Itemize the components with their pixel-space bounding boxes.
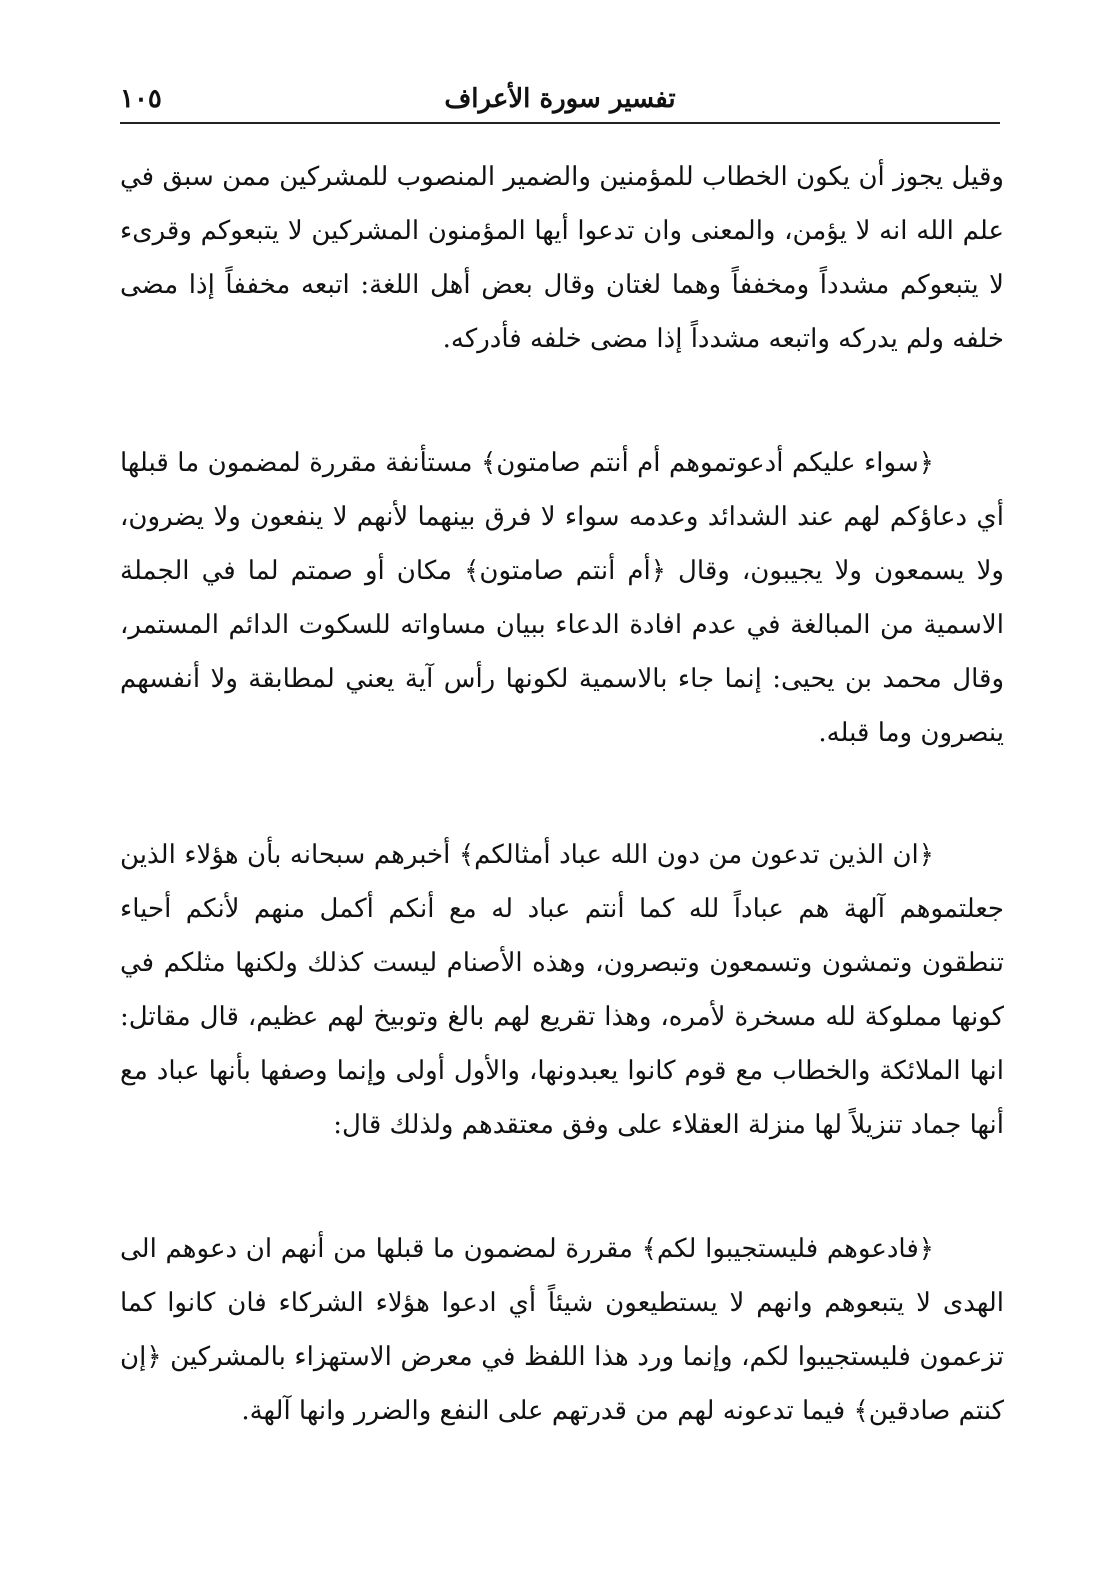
body-text (120, 150, 1004, 1438)
page-header (120, 78, 1000, 124)
paragraph-2: ﴿سواء عليكم أدعوتموهم أم أنتم صامتون﴾ مستأنفة مقررة لمضمون ما قبلها أي دعاؤكم لهم عند الشدائد وعدمه سواء لا فرق بينهما لأنهم لا ينفعون ولا يضرون، ولا يسمعون ولا يجيبون، وقال ﴿أم أنتم صامتون﴾ مكان أو صمتم لما في الجملة الاسمية من المبالغة في عدم افادة الدعاء ببيان مساواته للسكوت الدائم المستمر، وقال محمد بن يحيى: إنما جاء بالاسمية لكونها رأس آية يعني لمطابقة ولا أنفسهم ينصرون وما قبله. (120, 448, 1004, 748)
paragraph-1: وقيل يجوز أن يكون الخطاب للمؤمنين والضمير المنصوب للمشركين ممن سبق في علم الله انه لا يؤمن، والمعنى وان تدعوا أيها المؤمنون المشركين لا يتبعوكم وقرىء لا يتبعوكم مشدداً ومخففاً وهما لغتان وقال بعض أهل اللغة: اتبعه مخففاً إذا مضى خلفه ولم يدركه واتبعه مشدداً إذا مضى خلفه فأدركه. (120, 162, 1004, 354)
paragraph-4: ﴿فادعوهم فليستجيبوا لكم﴾ مقررة لمضمون ما قبلها من أنهم ان دعوهم الى الهدى لا يتبعوهم وانهم لا يستطيعون شيئاً أي ادعوا هؤلاء الشركاء فان كانوا كما تزعمون فليستجيبوا لكم، وإنما ورد هذا اللفظ في معرض الاستهزاء بالمشركين ﴿إن كنتم صادقين﴾ فيما تدعونه لهم من قدرتهم على النفع والضرر وانها آلهة. (120, 1234, 1004, 1426)
header-divider (120, 122, 1000, 124)
paragraph-3: ﴿ان الذين تدعون من دون الله عباد أمثالكم﴾ أخبرهم سبحانه بأن هؤلاء الذين جعلتموهم آلهة هم عباداً لله كما أنتم عباد له مع أنكم أكمل منهم لأنكم أحياء تنطقون وتمشون وتسمعون وتبصرون، وهذه الأصنام ليست كذلك ولكنها مثلكم في كونها مملوكة لله مسخرة لأمره، وهذا تقريع لهم بالغ وتوبيخ لهم عظيم، قال مقاتل: انها الملائكة والخطاب مع قوم كانوا يعبدونها، والأول أولى وإنما وصفها بأنها عباد مع أنها جماد تنزيلاً لها منزلة العقلاء على وفق معتقدهم ولذلك قال: (120, 840, 1004, 1140)
page-number: ١٠٥ (120, 84, 162, 114)
running-title: تفسير سورة الأعراف (444, 84, 676, 114)
